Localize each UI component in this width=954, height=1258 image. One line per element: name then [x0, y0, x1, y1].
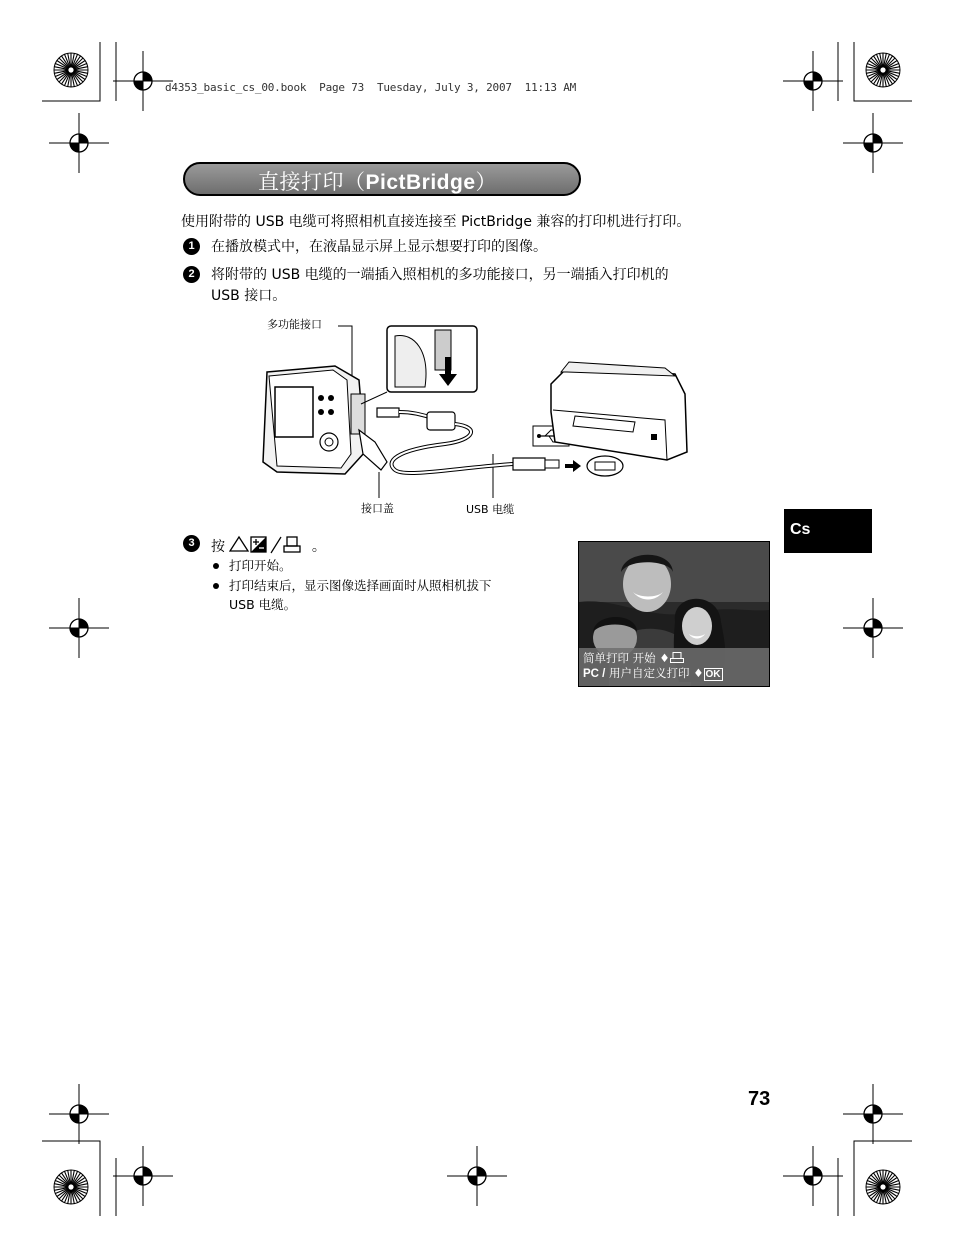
step-3-prefix: 按: [211, 539, 225, 555]
title-cjk: 直接打印（: [258, 170, 366, 194]
step-3-number: 3: [183, 535, 200, 552]
print-icon: [670, 652, 684, 663]
bullet-2-text: 打印结束后，显示图像选择画面时从照相机拔下: [229, 578, 492, 593]
step-3-text: [211, 535, 326, 557]
diamond-icon: ♦: [693, 666, 704, 680]
slash-divider: [271, 537, 281, 553]
screen-easy-print-label: 简单打印 开始: [583, 651, 656, 665]
intro-text: 使用附带的 USB 电缆可将照相机直接连接至 PictBridge 兼容的打印机进行打印。: [181, 214, 691, 230]
language-tab: Cs: [784, 509, 872, 553]
connector-inset: [361, 326, 477, 404]
bullet-2: [213, 577, 492, 595]
camera-screen-photo: [578, 541, 770, 687]
step-1-text: 在播放模式中，在液晶显示屏上显示想要打印的图像。: [211, 239, 547, 255]
step-3-button-icons: [229, 535, 307, 555]
print-icon: [284, 537, 300, 552]
step-3-suffix: 。: [311, 539, 326, 555]
step-2-number: 2: [183, 266, 200, 283]
insert-arrow-icon: [565, 460, 581, 472]
title-close: ）: [475, 170, 498, 194]
usb-connection-diagram: [255, 312, 695, 522]
step-1-number: 1: [183, 238, 200, 255]
exposure-comp-icon: [251, 537, 266, 552]
bullet-2-continuation: USB 电缆。: [229, 597, 297, 612]
bullet-dot: [213, 583, 219, 589]
up-triangle-icon: [230, 537, 248, 551]
screen-line-2: [583, 666, 769, 682]
ok-button-icon: OK: [705, 669, 721, 680]
book-header-line: d4353_basic_cs_00.book Page 73 Tuesday, July 3, 2007 11:13 AM: [165, 81, 577, 94]
printer-illustration: [551, 362, 687, 460]
section-title: [258, 166, 497, 196]
page-number: 73: [748, 1088, 771, 1110]
screen-menu-overlay: [579, 648, 769, 686]
usb-cable-illustration: [377, 408, 559, 473]
label-multi-connector: 多功能接口: [267, 318, 322, 331]
bullet-dot: [213, 563, 219, 569]
screen-line-1: [583, 651, 769, 666]
bullet-1-text: 打印开始。: [229, 558, 292, 573]
screen-pc-label: PC /: [583, 668, 606, 680]
label-connector-cover: 接口盖: [361, 502, 394, 515]
label-usb-cable: USB 电缆: [466, 503, 515, 516]
screen-custom-print-label: 用户自定义打印: [609, 666, 690, 680]
title-latin: PictBridge: [365, 171, 476, 194]
diamond-icon: ♦: [659, 651, 670, 665]
step-2-text-line2: USB 接口。: [211, 288, 287, 304]
bullet-1: [213, 557, 292, 575]
step-2-text-line1: 将附带的 USB 电缆的一端插入照相机的多功能接口，另一端插入打印机的: [211, 267, 669, 283]
camera-illustration: [263, 366, 387, 474]
